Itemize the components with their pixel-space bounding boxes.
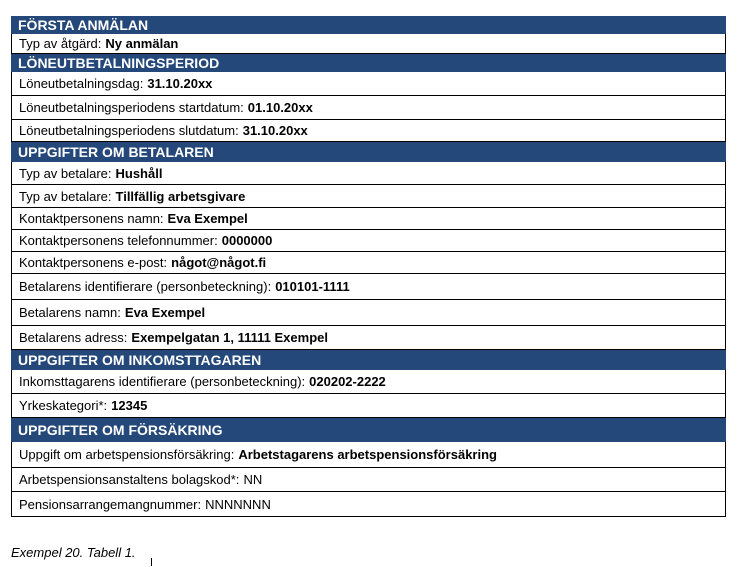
table-row [11,230,726,252]
section-header: UPPGIFTER OM FÖRSÄKRING [11,418,726,442]
table-row [11,274,726,300]
row-value: något@något.fi [171,255,267,270]
row-label: Yrkeskategori*: [19,398,108,413]
row-label: Typ av betalare: [19,165,112,181]
table-row [11,442,726,468]
row-value: NNNNNNN [205,496,271,512]
row-label: Löneutbetalningsperiodens startdatum: [19,100,244,115]
table-row [11,120,726,142]
row-label: Kontaktpersonens telefonnummer: [19,233,218,248]
row-value: 31.10.20xx [242,123,308,138]
row-value: Eva Exempel [167,211,248,226]
table-row [11,468,726,492]
row-label: Inkomsttagarens identifierare (personbeteckning): [19,374,306,389]
text-cursor-mark [151,558,152,566]
row-value: Arbetstagarens arbetspensionsförsäkring [238,447,497,462]
table-row [11,185,726,208]
table-row [11,492,726,517]
section-header: UPPGIFTER OM INKOMSTTAGAREN [11,350,726,370]
row-label: Uppgift om arbetspensionsförsäkring: [19,447,235,462]
table-row [11,208,726,230]
row-label: Betalarens namn: [19,305,121,320]
table-row [11,162,726,185]
table-row [11,300,726,326]
row-label: Löneutbetalningsperiodens slutdatum: [19,123,239,138]
table-row [11,252,726,274]
row-label: Pensionsarrangemangnummer: [19,496,202,512]
row-value: 020202-2222 [309,374,386,389]
row-value: 010101-1111 [275,279,350,294]
row-label: Kontaktpersonens namn: [19,211,164,226]
row-value: Ny anmälan [105,36,179,51]
row-label: Typ av åtgärd: [19,36,102,51]
row-value: 0000000 [221,233,273,248]
row-value: Exempelgatan 1, 11111 Exempel [131,330,328,345]
row-value: 01.10.20xx [247,100,313,115]
row-value: 31.10.20xx [147,76,213,91]
row-value: Eva Exempel [124,305,206,320]
section-header: LÖNEUTBETALNINGSPERIOD [11,54,726,72]
row-label: Betalarens identifierare (personbeteckning): [19,279,272,294]
row-label: Betalarens adress: [19,330,128,345]
section-header: FÖRSTA ANMÄLAN [11,16,726,34]
row-value: Hushåll [115,165,163,181]
row-label: Kontaktpersonens e-post: [19,255,168,270]
row-label: Typ av betalare: [19,188,112,204]
row-value: Tillfällig arbetsgivare [115,188,246,204]
table-row [11,96,726,120]
row-value: NN [243,472,263,487]
table-row [11,72,726,96]
table-row [11,34,726,54]
row-label: Löneutbetalningsdag: [19,76,144,91]
table-row [11,326,726,350]
row-label: Arbetspensionsanstaltens bolagskod*: [19,472,240,487]
form-table [11,16,726,517]
row-value: 12345 [111,398,148,413]
table-row [11,394,726,418]
section-header: UPPGIFTER OM BETALAREN [11,142,726,162]
table-row [11,370,726,394]
table-caption: Exempel 20. Tabell 1. [11,545,136,560]
